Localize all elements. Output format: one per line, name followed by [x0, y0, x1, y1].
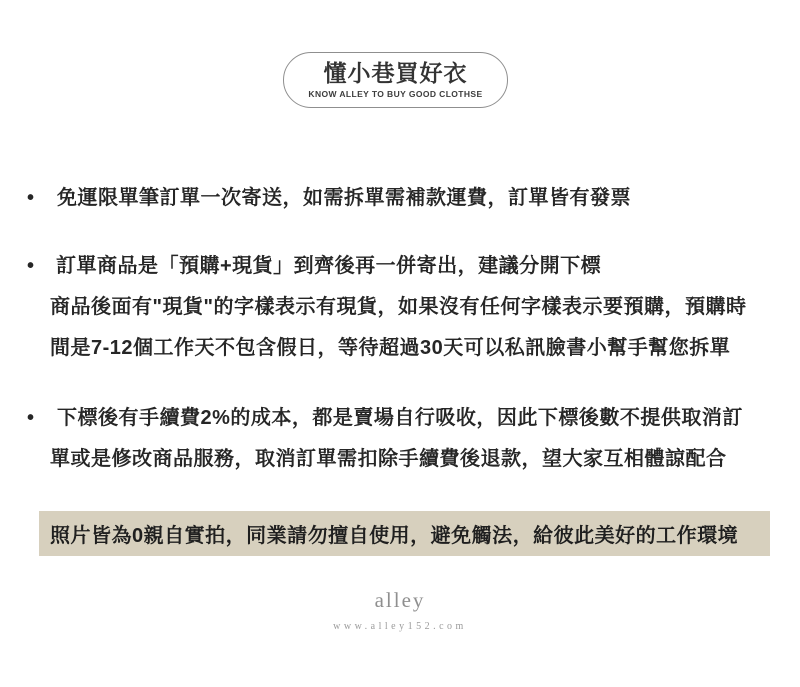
store-logo-badge [283, 52, 508, 108]
policy-text: 免運限單筆訂單一次寄送，如需拆單需補款運費，訂單皆有發票 [57, 187, 631, 209]
bullet-dot: • [27, 255, 35, 277]
footer [0, 588, 800, 632]
store-name: 懂小巷買好衣 [323, 59, 468, 86]
photo-copyright-notice [39, 511, 770, 556]
bullet-dot: • [27, 187, 35, 209]
store-slogan: KNOW ALLEY TO BUY GOOD CLOTHSE [308, 89, 483, 100]
notice-text: 照片皆為0親自實拍，同業請勿擅自使用，避免觸法，給彼此美好的工作環境 [50, 525, 739, 547]
policy-text: 間是7-12個工作天不包含假日，等待超過30天可以私訊臉書小幫手幫您拆單 [50, 337, 731, 359]
policy-text: 訂單商品是「預購+現貨」到齊後再一併寄出，建議分開下標 [56, 255, 602, 277]
website-url: www.alley152.com [333, 621, 467, 632]
policy-item-cancellation [0, 398, 800, 480]
policy-text: 下標後有手續費2%的成本，都是賣場自行吸收，因此下標後數不提供取消訂 [57, 407, 743, 429]
policy-text: 單或是修改商品服務，取消訂單需扣除手續費後退款，望大家互相體諒配合 [50, 448, 727, 470]
brand-wordmark: alley [374, 588, 426, 612]
bullet-dot: • [27, 407, 35, 429]
policy-list [0, 178, 800, 480]
policy-item-shipping [0, 178, 800, 219]
policy-text: 商品後面有"現貨"的字樣表示有現貨，如果沒有任何字樣表示要預購，預購時 [50, 296, 747, 318]
policy-item-preorder [0, 246, 800, 369]
